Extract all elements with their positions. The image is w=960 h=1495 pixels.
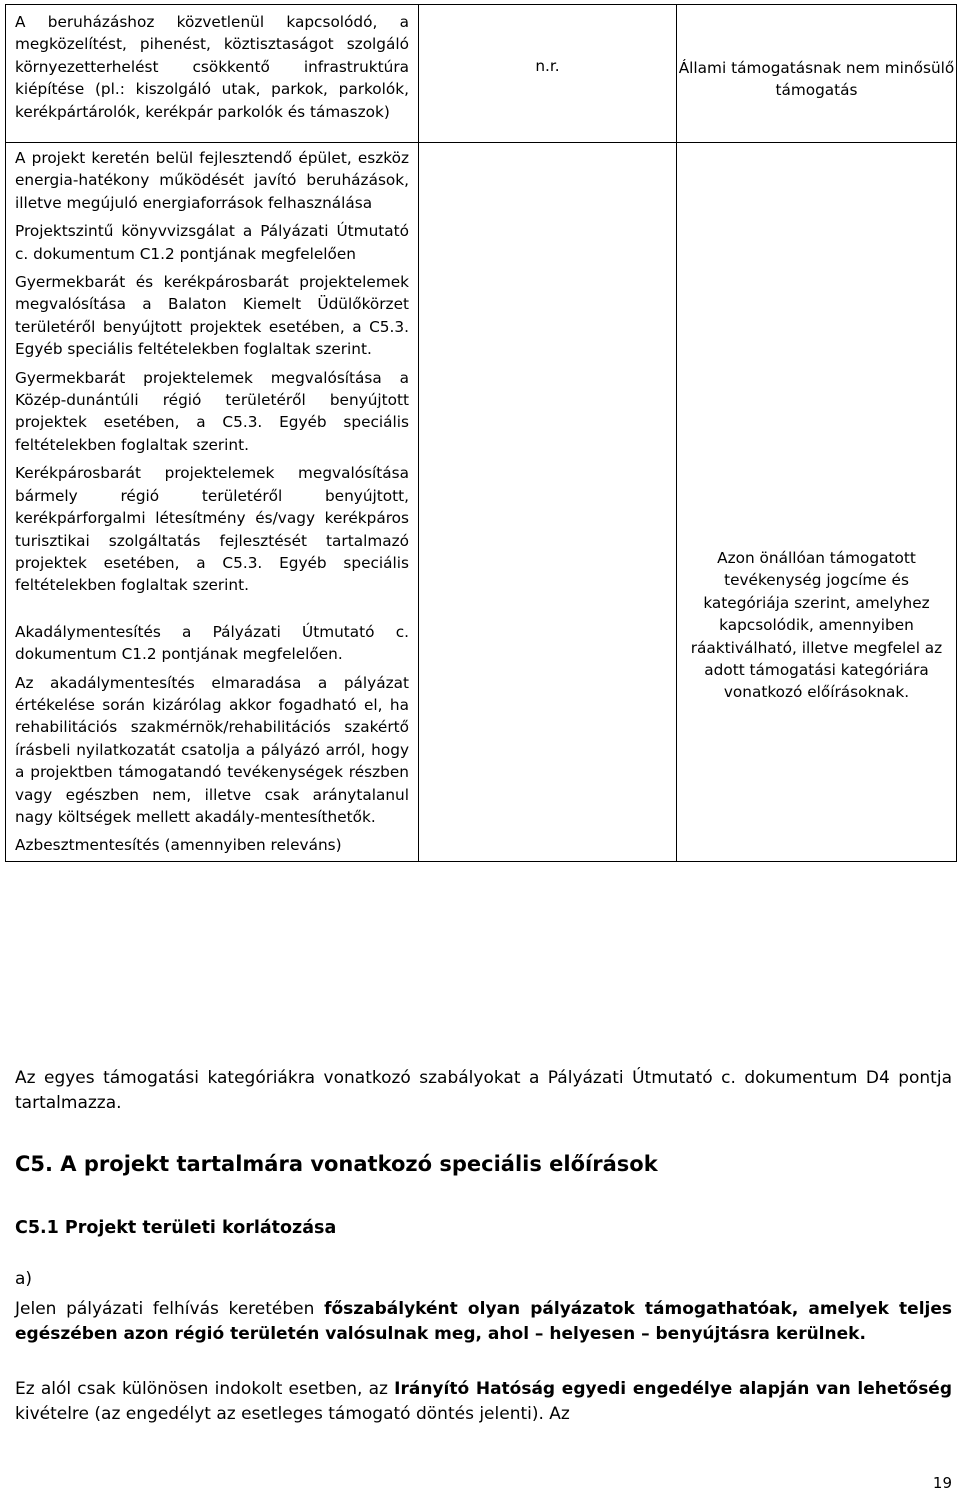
activity-audit: Projektszintű könyvvizsgálat a Pályázati Útmutató c. dokumentum C1.2 pontjának megfelelően	[15, 222, 409, 263]
table-row	[6, 143, 957, 862]
paragraph-main-rule	[15, 1297, 952, 1347]
table-cell	[419, 143, 677, 862]
activity-child-bike-balaton: Gyermekbarát és kerékpárosbarát projektelemek megvalósítása a Balaton Kiemelt Üdülőkörzet területéről benyújtott projektek esetében, a C5.3. Egyéb speciális feltételekben foglaltak szerint.	[15, 273, 409, 359]
table-cell	[6, 5, 419, 143]
activity-accessibility: Akadálymentesítés a Pályázati Útmutató c. dokumentum C1.2 pontjának megfelelően.	[15, 622, 409, 664]
paragraph-main-rule-text: Jelen pályázati felhívás keretében	[15, 1299, 325, 1319]
paragraph-exception-tail: kivételre (az engedélyt az esetleges támogató döntés jelenti). Az	[15, 1404, 570, 1424]
nr-value: n.r.	[535, 57, 560, 75]
support-table	[5, 4, 957, 862]
activity-infrastructure: A beruházáshoz közvetlenül kapcsolódó, a megközelítést, pihenést, köztisztaságot szolgáló környezetterhelést csökkentő infrastruktúra kiépítése (pl.: kiszolgáló utak, parkok, parkolók, kerékpártárolók, kerékpár parkolók és támaszok)	[15, 13, 409, 121]
activity-asbestos: Azbesztmentesítés (amennyiben releváns)	[15, 836, 342, 855]
activity-child-kdr: Gyermekbarát projektelemek megvalósítása a Közép-dunántúli régió területéről benyújtott projektek esetében, a C5.3. Egyéb speciális feltételekben foglaltak szerint.	[15, 368, 409, 454]
activity-accessibility-exception: Az akadálymentesítés elmaradása a pályázat értékelése során kizárólag akkor fogadható el, ha rehabilitációs szakmérnök/rehabilitációs szakértő írásbeli nyilatkozatát csatolja a pályázó arról, hogy a projektben támogatandó tevékenységek részben vagy egészben nem, illetve csak aránytalanul nagy költségek mellett akadály-mentesíthetők.	[15, 673, 409, 826]
reference-text: Az egyes támogatási kategóriákra vonatkozó szabályokat a Pályázati Útmutató c. dokumentum D4 pontja tartalmazza.	[15, 1068, 952, 1113]
table-row	[6, 5, 957, 143]
table-cell	[6, 143, 419, 862]
paragraph-exception-bold: Irányító Hatóság egyedi engedélye alapján van lehetőség	[394, 1379, 953, 1399]
section-heading-c5: C5. A projekt tartalmára vonatkozó speciális előírások	[15, 1152, 658, 1176]
paragraph-exception-text: Ez alól csak különösen indokolt esetben, az	[15, 1379, 395, 1399]
support-category-2: Azon önállóan támogatott tevékenység jogcíme és kategóriája szerint, amelyhez kapcsolódik, amennyiben ráaktiválható, illetve megfelel az adott támogatási kategóriára vonatkozó előírásoknak.	[690, 549, 943, 702]
paragraph-exception	[15, 1377, 952, 1427]
support-category-1: Állami támogatásnak nem minősülő támogatás	[678, 59, 955, 99]
paragraph-main-rule-bold: főszabályként olyan pályázatok támogathatóak, amelyek teljes egészében azon régió területén valósulnak meg, ahol – helyesen – benyújtásra kerülnek.	[15, 1299, 953, 1344]
table-cell	[677, 5, 957, 143]
activity-energy: A projekt keretén belül fejlesztendő épület, eszköz energia-hatékony működését javító beruházások, illetve megújuló energiaforrások felhasználása	[15, 149, 409, 212]
table-cell	[419, 5, 677, 143]
section-heading-c51: C5.1 Projekt területi korlátozása	[15, 1218, 337, 1238]
item-label-a: a)	[15, 1269, 33, 1289]
table-cell	[677, 143, 957, 862]
page-number: 19	[932, 1474, 952, 1492]
activity-bike-any-region: Kerékpárosbarát projektelemek megvalósítása bármely régió területéről benyújtott, kerékpárforgalmi létesítmény és/vagy kerékpáros turisztikai szolgáltatás fejlesztését tartalmazó projektek esetében, a C5.3. Egyéb speciális feltételekben foglaltak szerint.	[15, 464, 409, 595]
